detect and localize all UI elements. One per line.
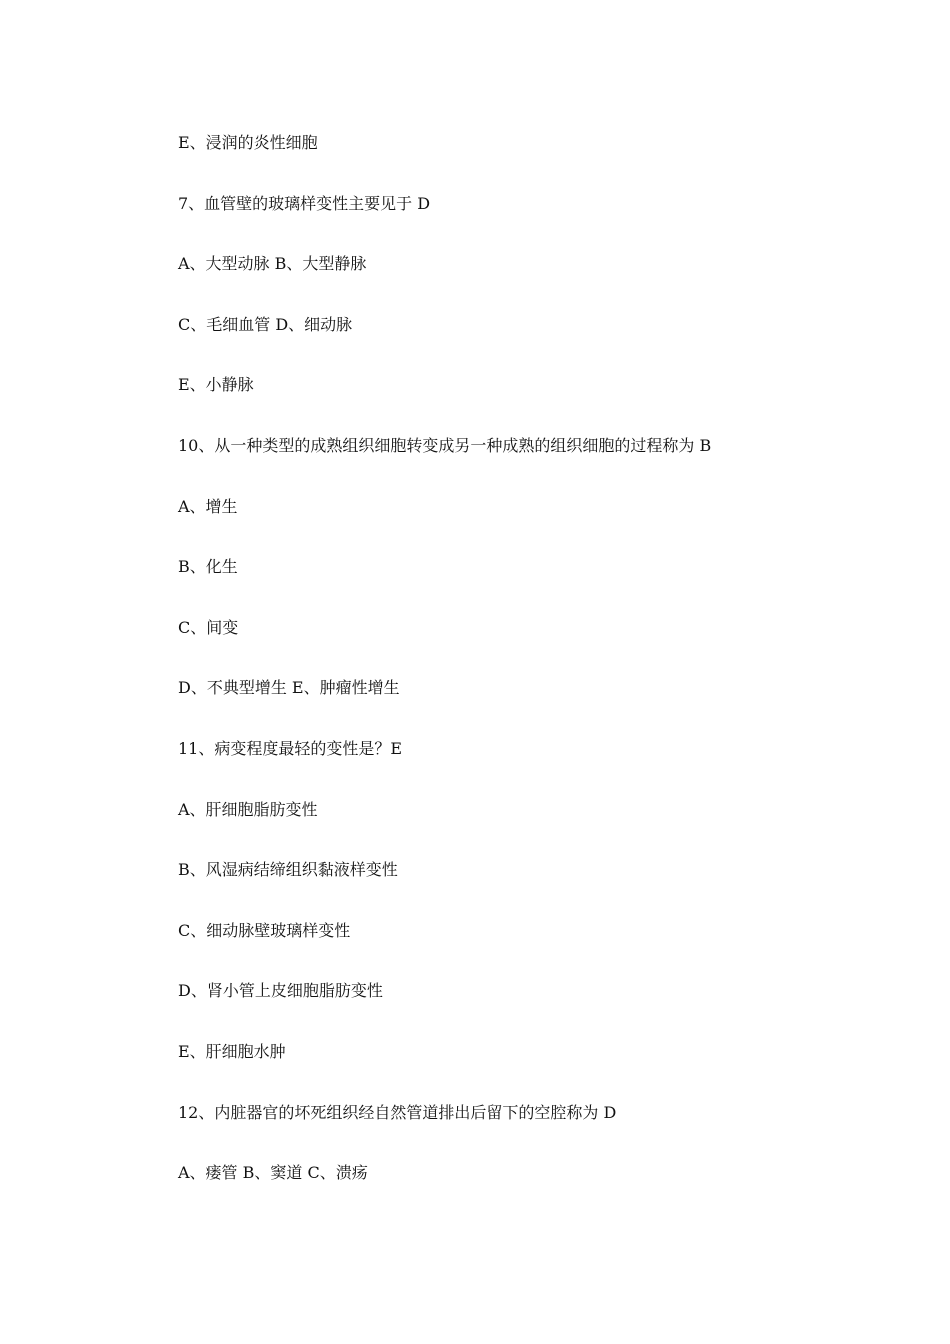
answer-option-line: B、风湿病结缔组织黏液样变性 xyxy=(178,860,398,880)
answer-option-line: D、不典型增生 E、肿瘤性增生 xyxy=(178,678,400,698)
question-line: 7、血管壁的玻璃样变性主要见于 D xyxy=(178,193,431,213)
answer-option-line: B、化生 xyxy=(178,557,238,577)
answer-option-line: A、大型动脉 B、大型静脉 xyxy=(178,254,367,274)
answer-option-line: D、肾小管上皮细胞脂肪变性 xyxy=(178,981,383,1001)
answer-option-line: A、肝细胞脂肪变性 xyxy=(178,799,318,819)
answer-option-line: E、小静脉 xyxy=(178,375,254,395)
answer-option-line: C、间变 xyxy=(178,617,239,637)
question-line: 11、病变程度最轻的变性是？E xyxy=(178,738,403,758)
question-text-block xyxy=(178,128,878,1219)
answer-option-line: C、毛细血管 D、细动脉 xyxy=(178,314,353,334)
answer-option-line: A、瘘管 B、窦道 C、溃疡 xyxy=(178,1163,368,1183)
answer-option-line: A、增生 xyxy=(178,496,238,516)
question-line: 12、内脏器官的坏死组织经自然管道排出后留下的空腔称为 D xyxy=(178,1102,617,1122)
answer-option-line: C、细动脉壁玻璃样变性 xyxy=(178,920,351,940)
answer-option-line: E、肝细胞水肿 xyxy=(178,1041,286,1061)
question-line: 10、从一种类型的成熟组织细胞转变成另一种成熟的组织细胞的过程称为 B xyxy=(178,435,712,455)
answer-option-line: E、浸润的炎性细胞 xyxy=(178,133,318,152)
